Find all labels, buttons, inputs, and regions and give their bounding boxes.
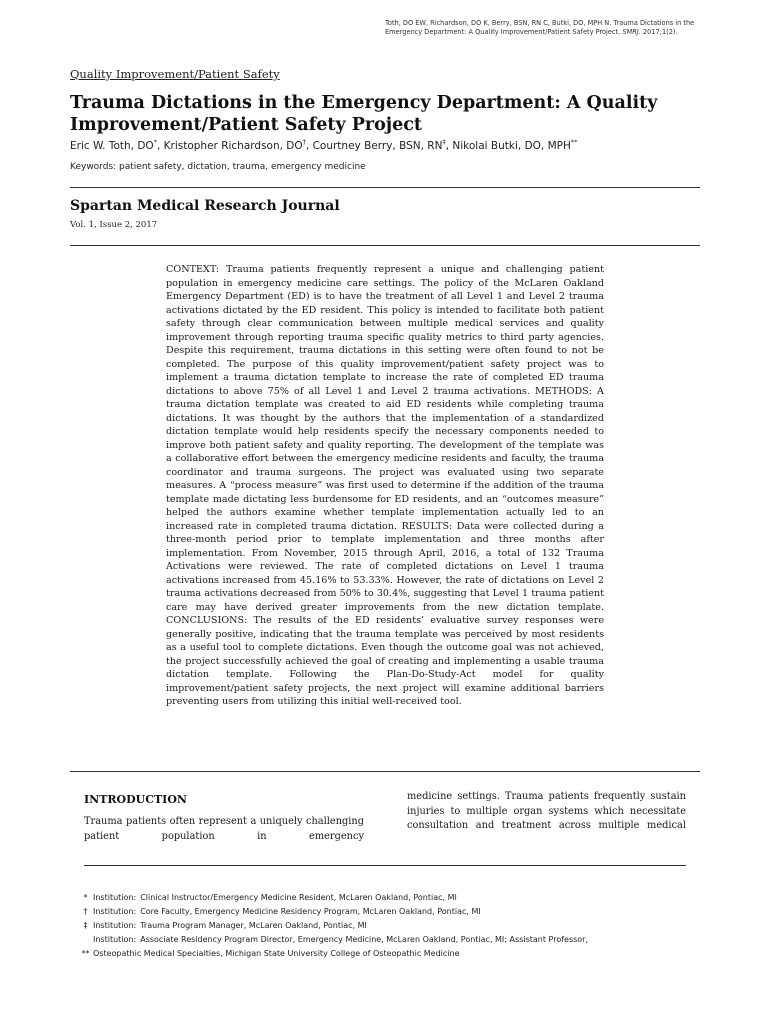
citation-header [385,19,715,37]
footnote-item: * Institution: Clinical Instructor/Emergency Medicine Resident, McLaren Oakland, Pontiac, MI [83,893,457,902]
abstract-results-label: RESULTS: [401,520,453,532]
author-3: Courtney Berry, BSN, RN‡, [312,138,453,152]
journal-divider [70,245,700,246]
abstract-conclusions-label: CONCLUSIONS: [166,615,248,626]
footnote-divider [84,865,686,866]
footnotes [78,891,718,961]
abstract-context-label: CONTEXT: [166,264,220,275]
journal-name: Spartan Medical Research Journal [70,198,340,214]
author-1: Eric W. Toth, DO*, [70,138,164,152]
abstract-context-text: Trauma patients frequently represent a unique and challenging patient population in emergency medicine care settings. The policy of the McLaren Oakland Emergency Department (ED) is to have the treatment of all Level 1 and Level 2 trauma activations dictated by the ED resident. This policy is intended to facilitate both patient safety through clear communication between multiple medical services and quality improvement through reporting trauma specific quality metrics to third party agencies. Despite this requirement, trauma dictations in this setting were often found to not be completed. The purpose of this quality improvement/patient safety project was to implement a trauma dictation template to increase the rate of completed ED trauma dictations to above 75% of all Level 1 and Level 2 trauma activations. [166,264,604,397]
journal-issue: Vol. 1, Issue 2, 2017 [70,220,158,230]
author-list [70,138,710,152]
intro-heading: INTRODUCTION [84,793,187,806]
author-2: Kristopher Richardson, DO†, [163,138,313,152]
footnote-item: ** Osteopathic Medical Specialties, Michigan State University College of Osteopathic Medicine [81,949,460,958]
footnote-item: † Institution: Core Faculty, Emergency Medicine Residency Program, McLaren Oakland, Pontiac, MI [83,907,481,916]
citation-journal-abbr: SMRJ [622,28,639,36]
keywords: Keywords: patient safety, dictation, trauma, emergency medicine [70,162,366,172]
citation-tail: . 2017;1(2). [638,28,678,36]
footnote-item: Institution: Associate Residency Program Director, Emergency Medicine, McLaren Oakland, Pontiac, MI; Assistant Professor, [93,935,589,944]
footnote-item: ‡ Institution: Trauma Program Manager, McLaren Oakland, Pontiac, MI [83,921,367,930]
header-divider [70,187,700,188]
abstract-results-text: Data were collected during a three-month period prior to template implementation and three months after implementation. From November, 2015 through April, 2016, a total of 132 Trauma Activations were reviewed. The rate of completed dictations on Level 1 trauma activations increased from 45.16% to 53.33%. However, the rate of dictations on Level 2 trauma activations decreased from 50% to 30.4%, suggesting that Level 1 trauma patient care may have derived greater improvements from the new dictation template. [166,520,605,613]
intro-left-text: Trauma patients often represent a uniquely challenging patient population in emergency [84,816,364,842]
article-title: Trauma Dictations in the Emergency Department: A Quality Improvement/Patient Safety Project [70,93,658,135]
intro-right-text: medicine settings. Trauma patients frequently sustain injuries to multiple organ systems which necessitate consultation and treatment across multiple medical [407,791,686,831]
author-4: Nikolai Butki, DO, MPH** [452,138,578,152]
abstract [166,263,604,709]
citation-text: Toth, DO EW, Richardson, DO K, Berry, BSN, RN C, Butki, DO, MPH N. Trauma Dictations in the Emergency Department: A Quality Improvement/Patient Safety Project. [385,19,695,36]
abstract-methods-label: METHODS: [534,385,592,397]
intro-left-column [84,791,364,844]
abstract-methods-text: A trauma dictation template was created to aid ED residents while completing trauma dictations. It was thought by the authors that the implementation of a standardized dictation template would help residents specify the necessary components needed to improve both patient safety and quality reporting. The development of the template was a collaborative effort between the emergency medicine residents and faculty, the trauma coordinator and trauma surgeons. The project was evaluated using two separate measures. A “process measure” was first used to determine if the addition of the trauma template made dictating less burdensome for ED residents, and an “outcomes measure” helped the authors examine whether template implementation actually led to an increased rate in completed trauma dictation. [166,385,604,532]
abstract-conclusions-text: The results of the ED residents’ evaluative survey responses were generally positive, indicating that the trauma template was perceived by most residents as a useful tool to complete dictations. Even though the outcome goal was not achieved, the project successfully achieved the goal of creating and implementing a usable trauma dictation template. Following the Plan-Do-Study-Act model for quality improvement/patient safety projects, the next project will examine additional barriers preventing users from utilizing this initial well-received tool. [166,615,604,707]
section-label: Quality Improvement/Patient Safety [70,67,280,81]
abstract-divider [70,771,700,772]
